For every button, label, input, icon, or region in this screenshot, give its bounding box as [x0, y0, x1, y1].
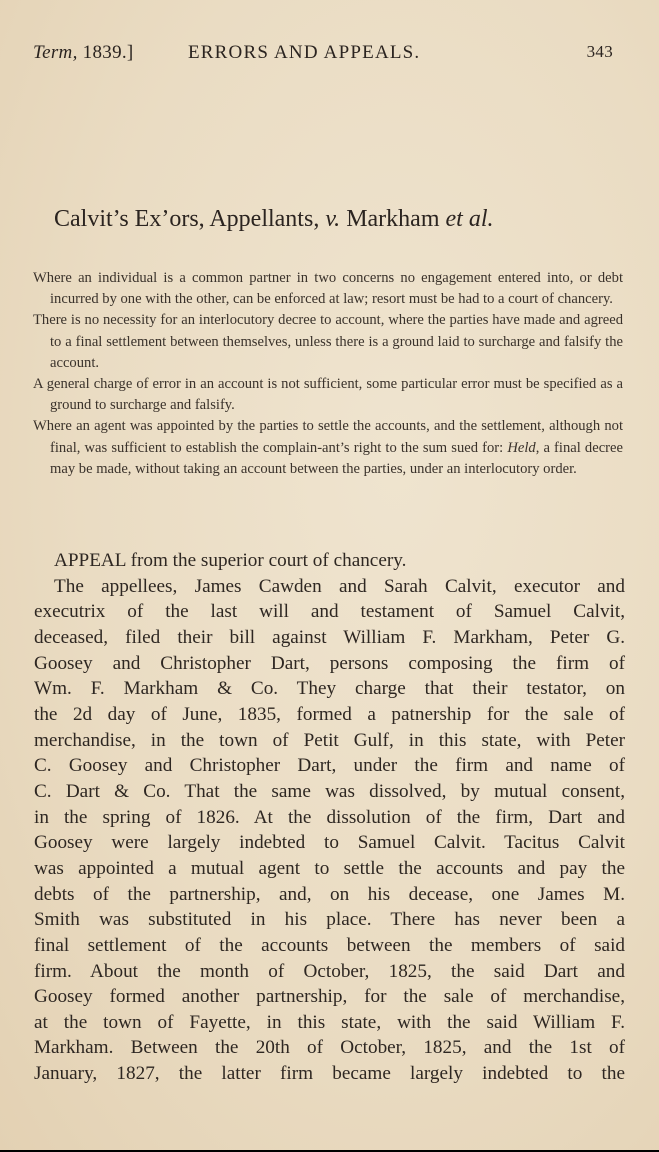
body-line: deceased, filed their bill against William F. Markham, Peter G. — [34, 626, 625, 648]
body-line: C. Dart & Co. That the same was dissolved, by mutual consent, — [34, 780, 625, 802]
headnote: Where an individual is a common partner in two concerns no engagement entered into, or debt incurred by one with the other, can be enforced at law; resort must be had to a court of chancery. — [33, 270, 623, 308]
body-line: debts of the partnership, and, on his decease, one James M. — [34, 883, 625, 905]
body-line: Markham. Between the 20th of October, 1825, and the 1st of — [34, 1037, 625, 1059]
body-line: Goosey formed another partnership, for the sale of merchandise, — [34, 986, 625, 1008]
term-italic: Term, — [33, 42, 78, 63]
headnote — [33, 416, 623, 480]
body-line: Goosey and Christopher Dart, persons composing the firm of — [34, 652, 625, 674]
body-line: in the spring of 1826. At the dissolution of the firm, Dart and — [34, 806, 625, 828]
body-line: Goosey were largely indebted to Samuel Calvit. Tacitus Calvit — [34, 832, 625, 854]
case-title-respondent: Markham — [340, 206, 446, 232]
body-text — [34, 548, 625, 1087]
running-head — [33, 42, 613, 68]
body-line: was appointed a mutual agent to settle the accounts and pay the — [34, 857, 625, 879]
term-year: 1839.] — [77, 42, 134, 63]
term-label — [33, 42, 134, 64]
body-line: the 2d day of June, 1835, formed a patnership for the sale of — [34, 703, 625, 725]
case-title — [54, 206, 494, 233]
body-line: firm. About the month of October, 1825, the said Dart and — [34, 960, 625, 982]
body-line: final settlement of the accounts between the members of said — [34, 934, 625, 956]
section-title: ERRORS AND APPEALS. — [188, 42, 421, 63]
case-title-et-al: et al. — [445, 206, 494, 232]
headnotes — [33, 268, 623, 480]
body-line: January, 1827, the latter firm became largely indebted to the — [34, 1063, 625, 1085]
body-paragraph — [34, 574, 625, 1087]
body-line: merchandise, in the town of Petit Gulf, in this state, with Peter — [34, 729, 625, 751]
headnote: A general charge of error in an account is not sufficient, some particular error must be specified as a ground to surcharge and falsify. — [33, 376, 623, 414]
headnote-held: Held — [507, 439, 536, 456]
case-title-main: Calvit’s Ex’ors, Appellants, — [54, 206, 326, 232]
body-line: Smith was substituted in his place. There has never been a — [34, 909, 625, 931]
body-line: executrix of the last will and testament of Samuel Calvit, — [34, 601, 625, 623]
body-line: Wm. F. Markham & Co. They charge that their testator, on — [34, 678, 625, 700]
page-number: 343 — [586, 42, 613, 61]
case-title-versus: v. — [325, 206, 341, 232]
headnote-text: Where an agent was appointed by the parties to settle the accounts, and the settlement, although not final, was sufficient to establish the complain-ant’s right to the sum sued for: — [33, 418, 623, 456]
appeal-line: APPEAL from the superior court of chancery. — [54, 550, 407, 571]
headnote-text: , a final decree may be made, without taking an account between the parties, under an interlocutory order. — [50, 439, 623, 477]
body-line: at the town of Fayette, in this state, with the said William F. — [34, 1011, 625, 1033]
headnote: There is no necessity for an interlocutory decree to account, where the parties have made and agreed to a final settlement between themselves, unless there is a ground laid to surcharge and falsify the account. — [33, 312, 623, 371]
body-line: C. Goosey and Christopher Dart, under the firm and name of — [34, 755, 625, 777]
body-line: The appellees, James Cawden and Sarah Calvit, executor and — [54, 575, 625, 597]
